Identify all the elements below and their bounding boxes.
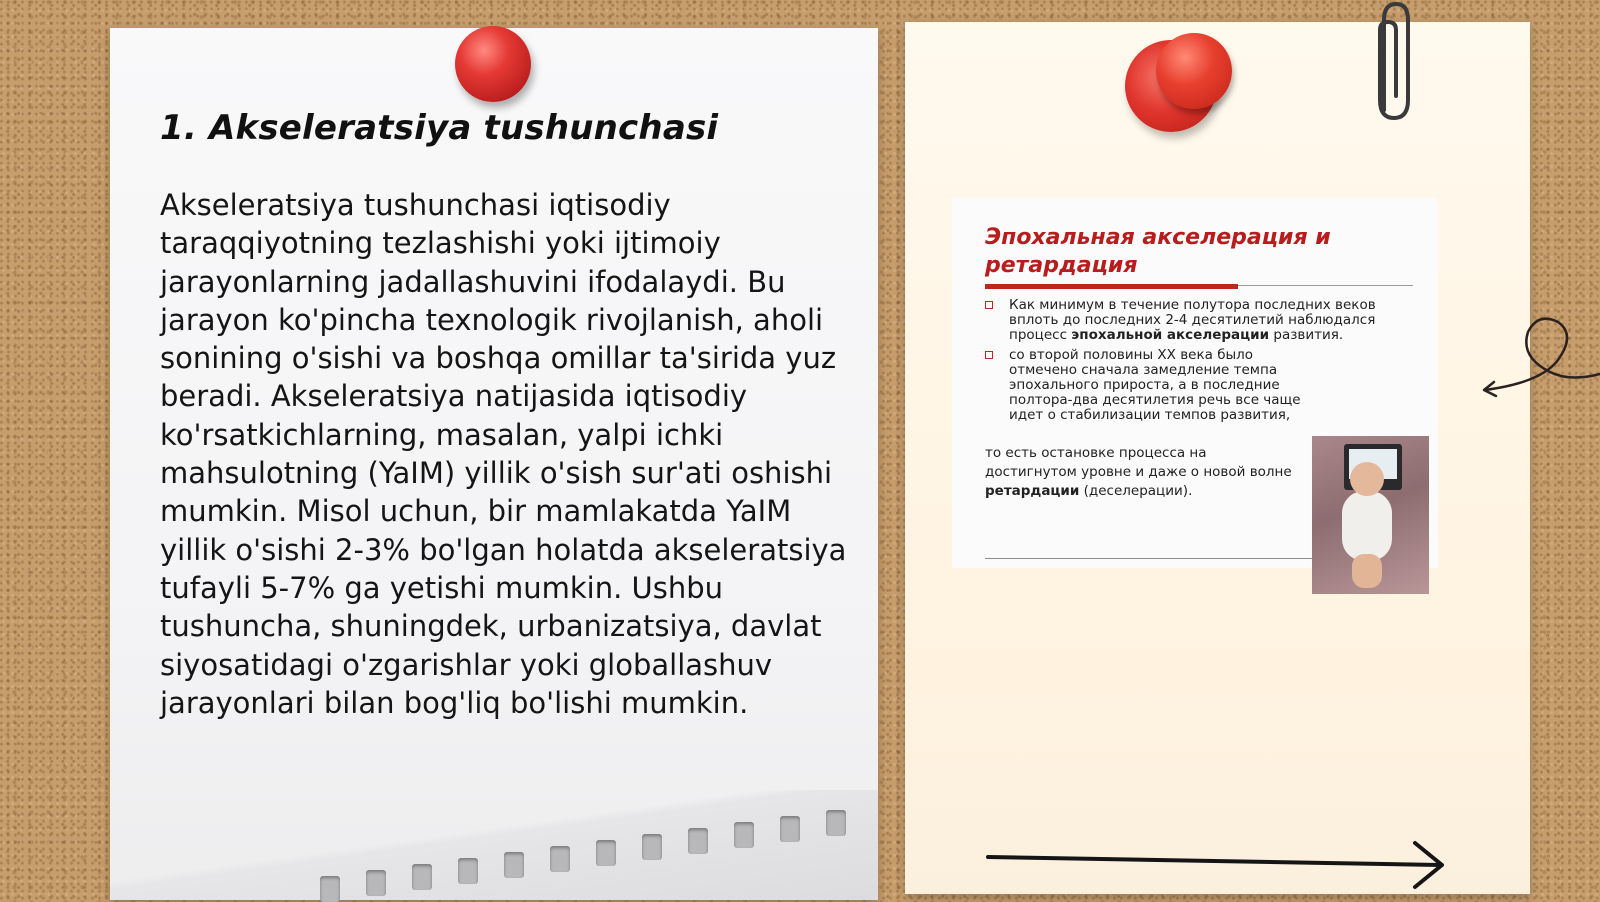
red-pushpin-icon (1156, 33, 1232, 109)
torn-paper-edge (110, 790, 878, 900)
left-paper-note (110, 28, 878, 900)
title-underline-gray (1238, 285, 1413, 286)
embedded-slide (952, 198, 1438, 568)
baby-laptop-photo (1312, 436, 1429, 594)
square-bullet-icon (985, 301, 993, 309)
square-bullet-icon (985, 351, 993, 359)
left-note-title: 1. Akseleratsiya tushunchasi (160, 108, 719, 148)
title-underline-red (985, 284, 1238, 289)
paperclip-icon (1370, 0, 1414, 124)
bullet-item-1: Как минимум в течение полутора последних веков вплоть до последних 2-4 десятилетий наблюдался процесс эпохальной акселерации развития. (985, 298, 1385, 343)
right-paper-note (905, 22, 1530, 894)
right-arrow-icon (985, 835, 1450, 895)
bottom-divider (985, 558, 1315, 559)
red-pushpin-icon (455, 26, 531, 102)
left-note-body: Akseleratsiya tushunchasi iqtisodiy taraqqiyotning tezlashishi yoki ijtimoiy jarayonlarning jadallashuvini ifodalaydi. Bu jarayon ko'pincha texnologik rivojlanish, aholi sonining o'sishi va boshqa omillar ta'sirida yuz beradi. Akseleratsiya natijasida iqtisodiy ko'rsatkichlarning, masalan, yalpi ichki mahsulotning (YaIM) yillik o'sish sur'ati oshishi mumkin. Misol uchun, bir mamlakatda YaIM yillik o'sishi 2-3% bo'lgan holatda akseleratsiya tufayli 5-7% ga yetishi mumkin. Ushbu tushuncha, shuningdek, urbanizatsiya, davlat siyosatidagi o'zgarishlar yoki globallashuv jarayonlari bilan bog'liq bo'lishi mumkin. (160, 188, 847, 720)
squiggle-arrow-icon (1480, 312, 1600, 412)
embedded-tail-text: то есть остановке процесса на достигнутом уровне и даже о новой волне ретардации (деселерации). (985, 445, 1292, 499)
bullet-item-2: со второй половины XX века было отмечено сначала замедление темпа эпохального прироста, а в последние полтора-два десятилетия речь все чаще идет о стабилизации темпов развития, (985, 348, 1309, 423)
embedded-slide-title: Эпохальная акселерация и ретардация (985, 225, 1331, 278)
embedded-bullet-list (985, 298, 1385, 428)
